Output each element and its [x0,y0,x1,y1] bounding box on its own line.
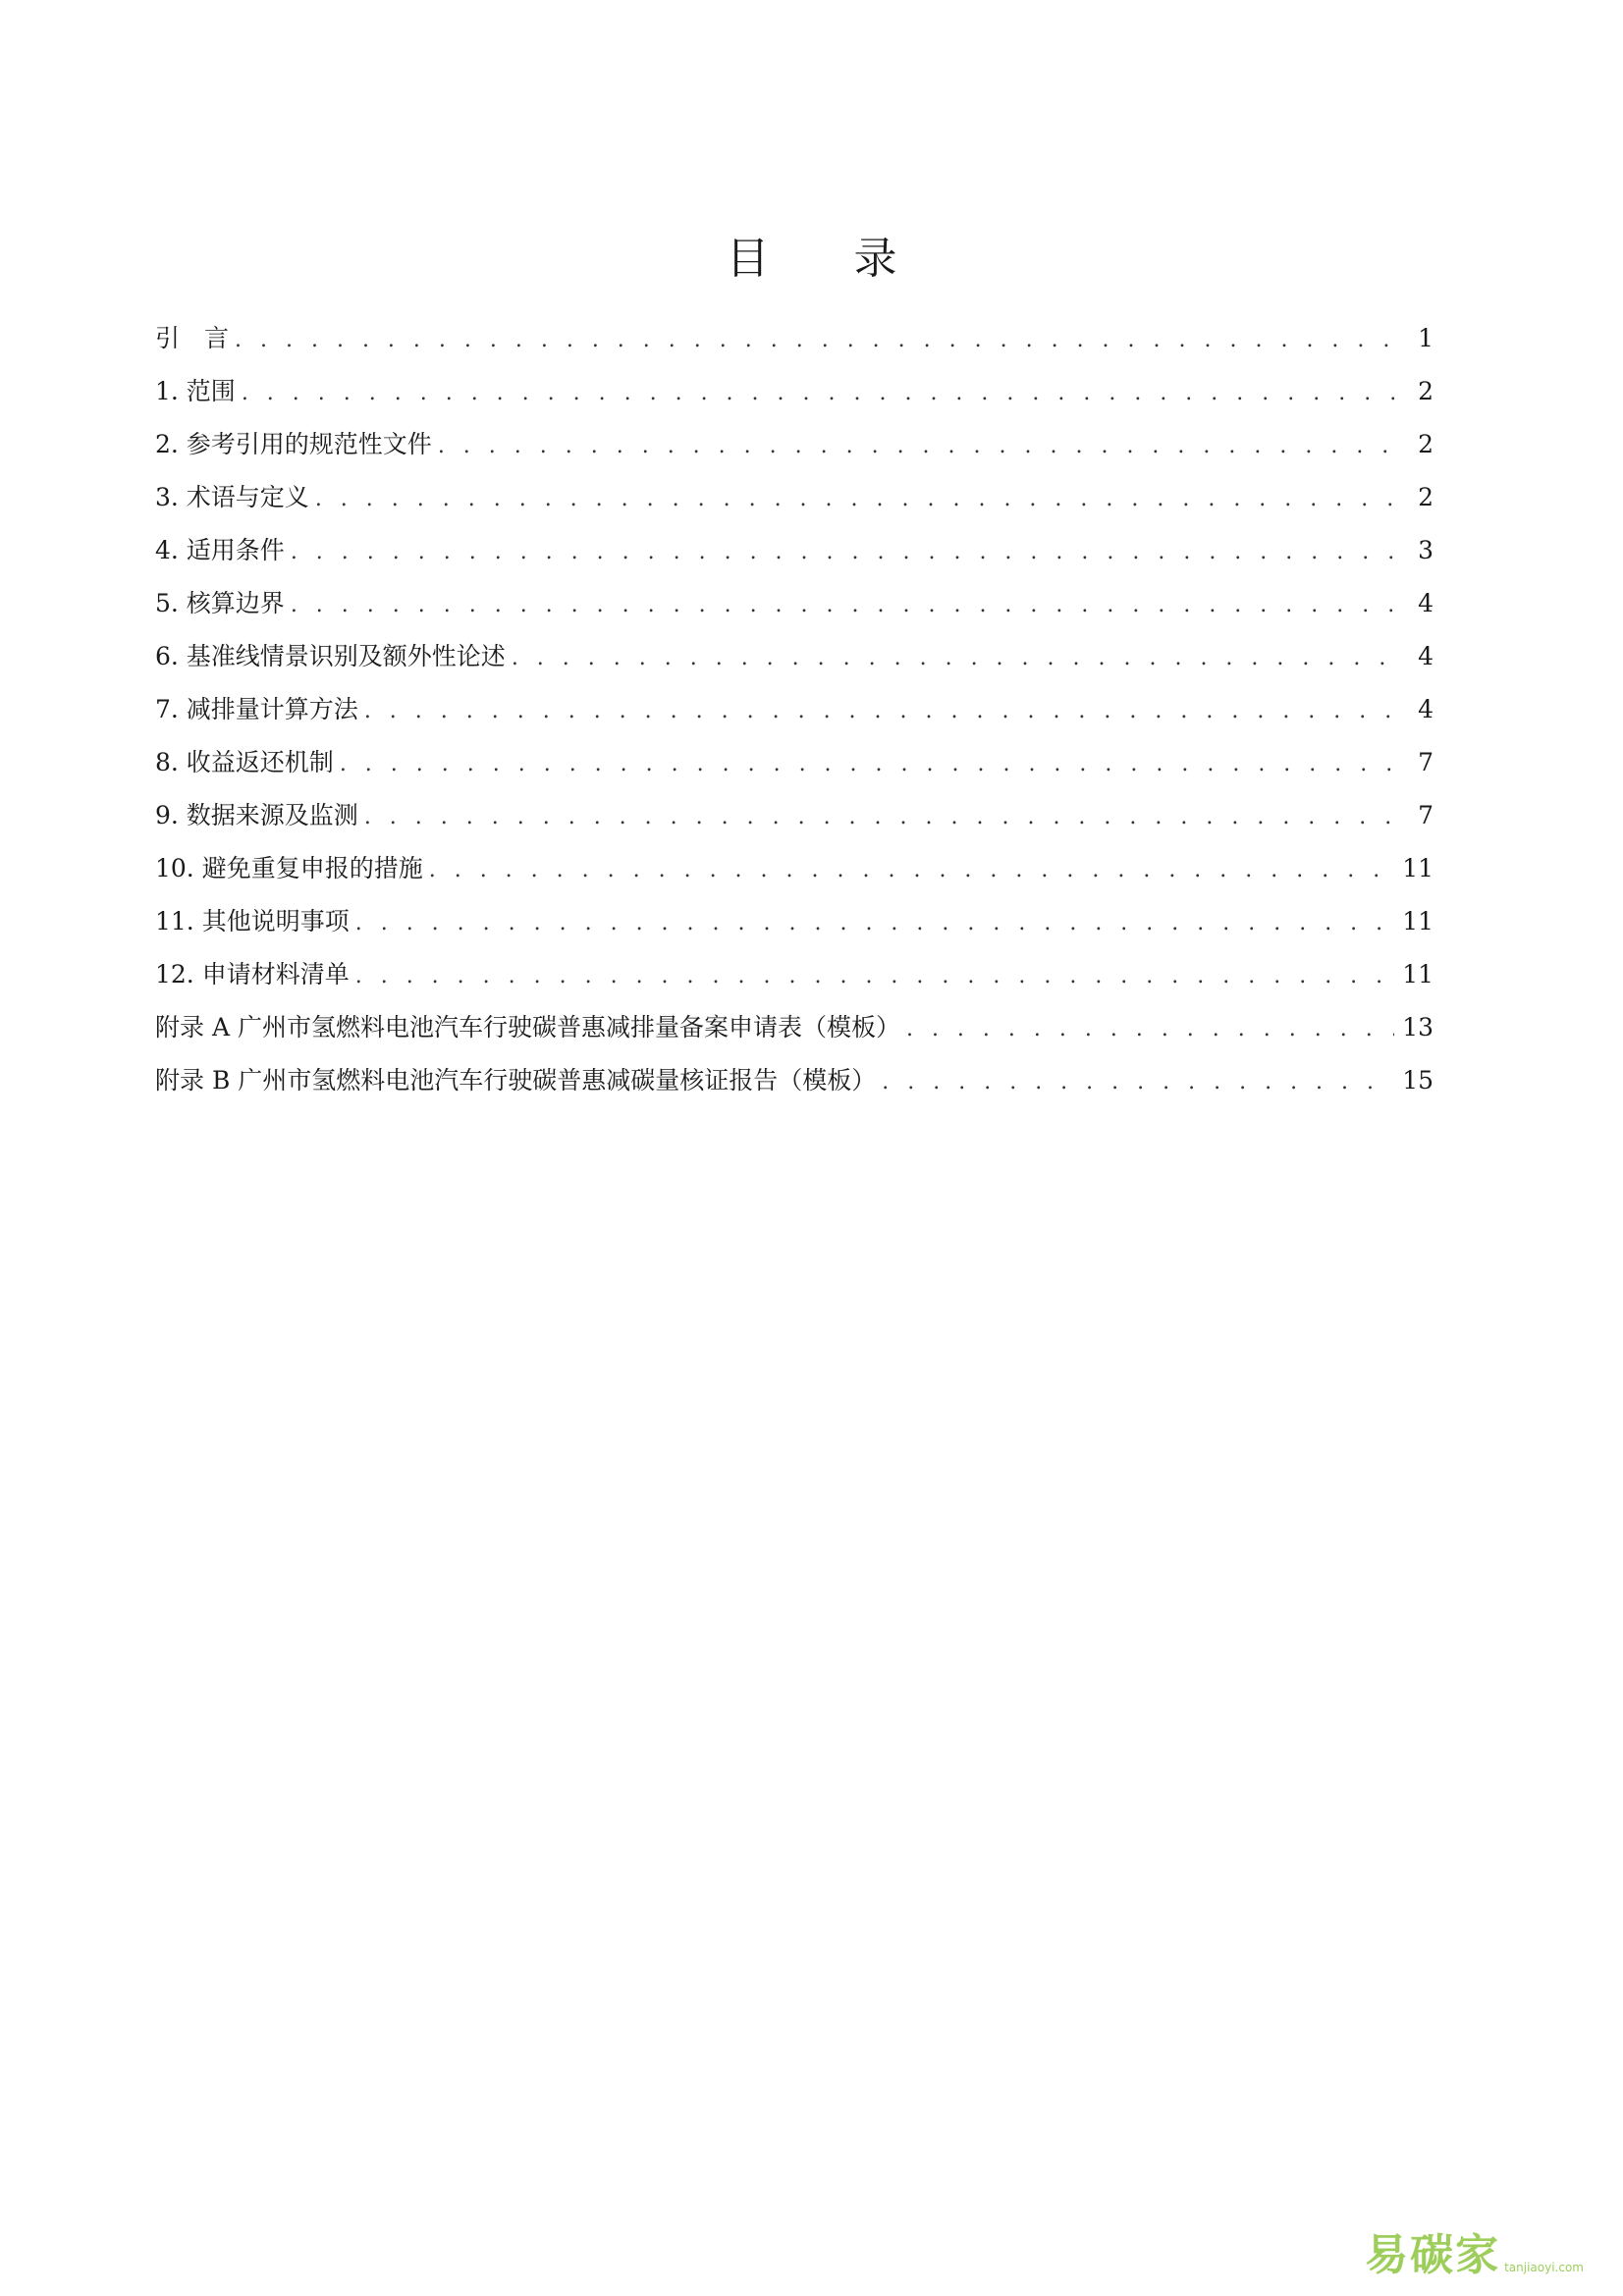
toc-entry-label: 3. 术语与定义 [155,483,309,511]
toc-dot-leader [438,420,1404,473]
toc-entry[interactable] [155,365,1434,418]
toc-entry-page-number: 2 [1418,483,1434,511]
toc-entry-page-number: 7 [1418,801,1434,829]
toc-entry-page-number: 7 [1418,748,1434,776]
toc-dot-leader [906,1003,1394,1056]
toc-entry[interactable] [155,842,1434,895]
toc-entry[interactable] [155,418,1434,471]
toc-entry[interactable] [155,630,1434,683]
toc-entry-page-number: 4 [1418,589,1434,617]
toc-entry-label: 8. 收益返还机制 [155,748,334,776]
toc-entry-label: 附录 A 广州市氢燃料电池汽车行驶碳普惠减排量备案申请表（模板） [155,1013,900,1041]
toc-entry-label: 5. 核算边界 [155,589,285,617]
toc-entry-label: 引 言 [155,324,230,352]
toc-dot-leader [235,314,1404,367]
toc-dot-leader [364,685,1404,738]
toc-entry-page-number: 2 [1418,430,1434,458]
toc-entry[interactable] [155,683,1434,736]
toc-dot-leader [429,844,1394,897]
toc-entry-label: 2. 参考引用的规范性文件 [155,430,432,458]
toc-entry[interactable] [155,471,1434,524]
toc-dot-leader [355,897,1394,950]
toc-entry-page-number: 11 [1402,854,1434,882]
toc-entry-label: 9. 数据来源及监测 [155,801,358,829]
toc-entry-label: 4. 适用条件 [155,536,285,564]
toc-entry-label: 7. 减排量计算方法 [155,695,358,723]
toc-dot-leader [355,950,1394,1003]
toc-dot-leader [364,791,1404,844]
toc-entry[interactable] [155,1001,1434,1054]
toc-entry[interactable] [155,524,1434,577]
toc-entry-label: 附录 B 广州市氢燃料电池汽车行驶碳普惠减碳量核证报告（模板） [155,1066,877,1095]
toc-entry[interactable] [155,789,1434,842]
toc-entry-page-number: 4 [1418,642,1434,670]
toc-entry-label: 11. 其他说明事项 [155,907,350,935]
toc-entry-label: 10. 避免重复申报的措施 [155,854,423,882]
toc-dot-leader [242,367,1404,420]
toc-entry[interactable] [155,736,1434,789]
toc-entry-page-number: 15 [1402,1066,1434,1095]
toc-entry[interactable] [155,577,1434,630]
table-of-contents [155,312,1434,1107]
toc-entry-page-number: 4 [1418,695,1434,723]
toc-entry-page-number: 11 [1402,960,1434,988]
toc-dot-leader [291,526,1404,579]
page-title: 目 录 [726,234,933,285]
toc-entry-label: 6. 基准线情景识别及额外性论述 [155,642,506,670]
toc-entry-label: 1. 范围 [155,377,236,405]
toc-dot-leader [315,473,1404,526]
toc-entry[interactable] [155,895,1434,948]
watermark-text: 易碳家 [1365,2230,1501,2280]
toc-dot-leader [512,632,1404,685]
toc-dot-leader [291,579,1404,632]
toc-entry-page-number: 13 [1402,1013,1434,1041]
toc-entry-label: 12. 申请材料清单 [155,960,350,988]
toc-entry-page-number: 3 [1418,536,1434,564]
toc-entry[interactable] [155,312,1434,365]
toc-entry-page-number: 1 [1418,324,1434,352]
watermark-logo [1365,2219,1584,2282]
toc-entry-page-number: 11 [1402,907,1434,935]
toc-entry[interactable] [155,948,1434,1001]
toc-entry-page-number: 2 [1418,377,1434,405]
toc-dot-leader [882,1056,1394,1109]
watermark-url: tanjiaoyi.com [1504,2261,1584,2274]
toc-entry[interactable] [155,1054,1434,1107]
toc-dot-leader [340,738,1404,791]
